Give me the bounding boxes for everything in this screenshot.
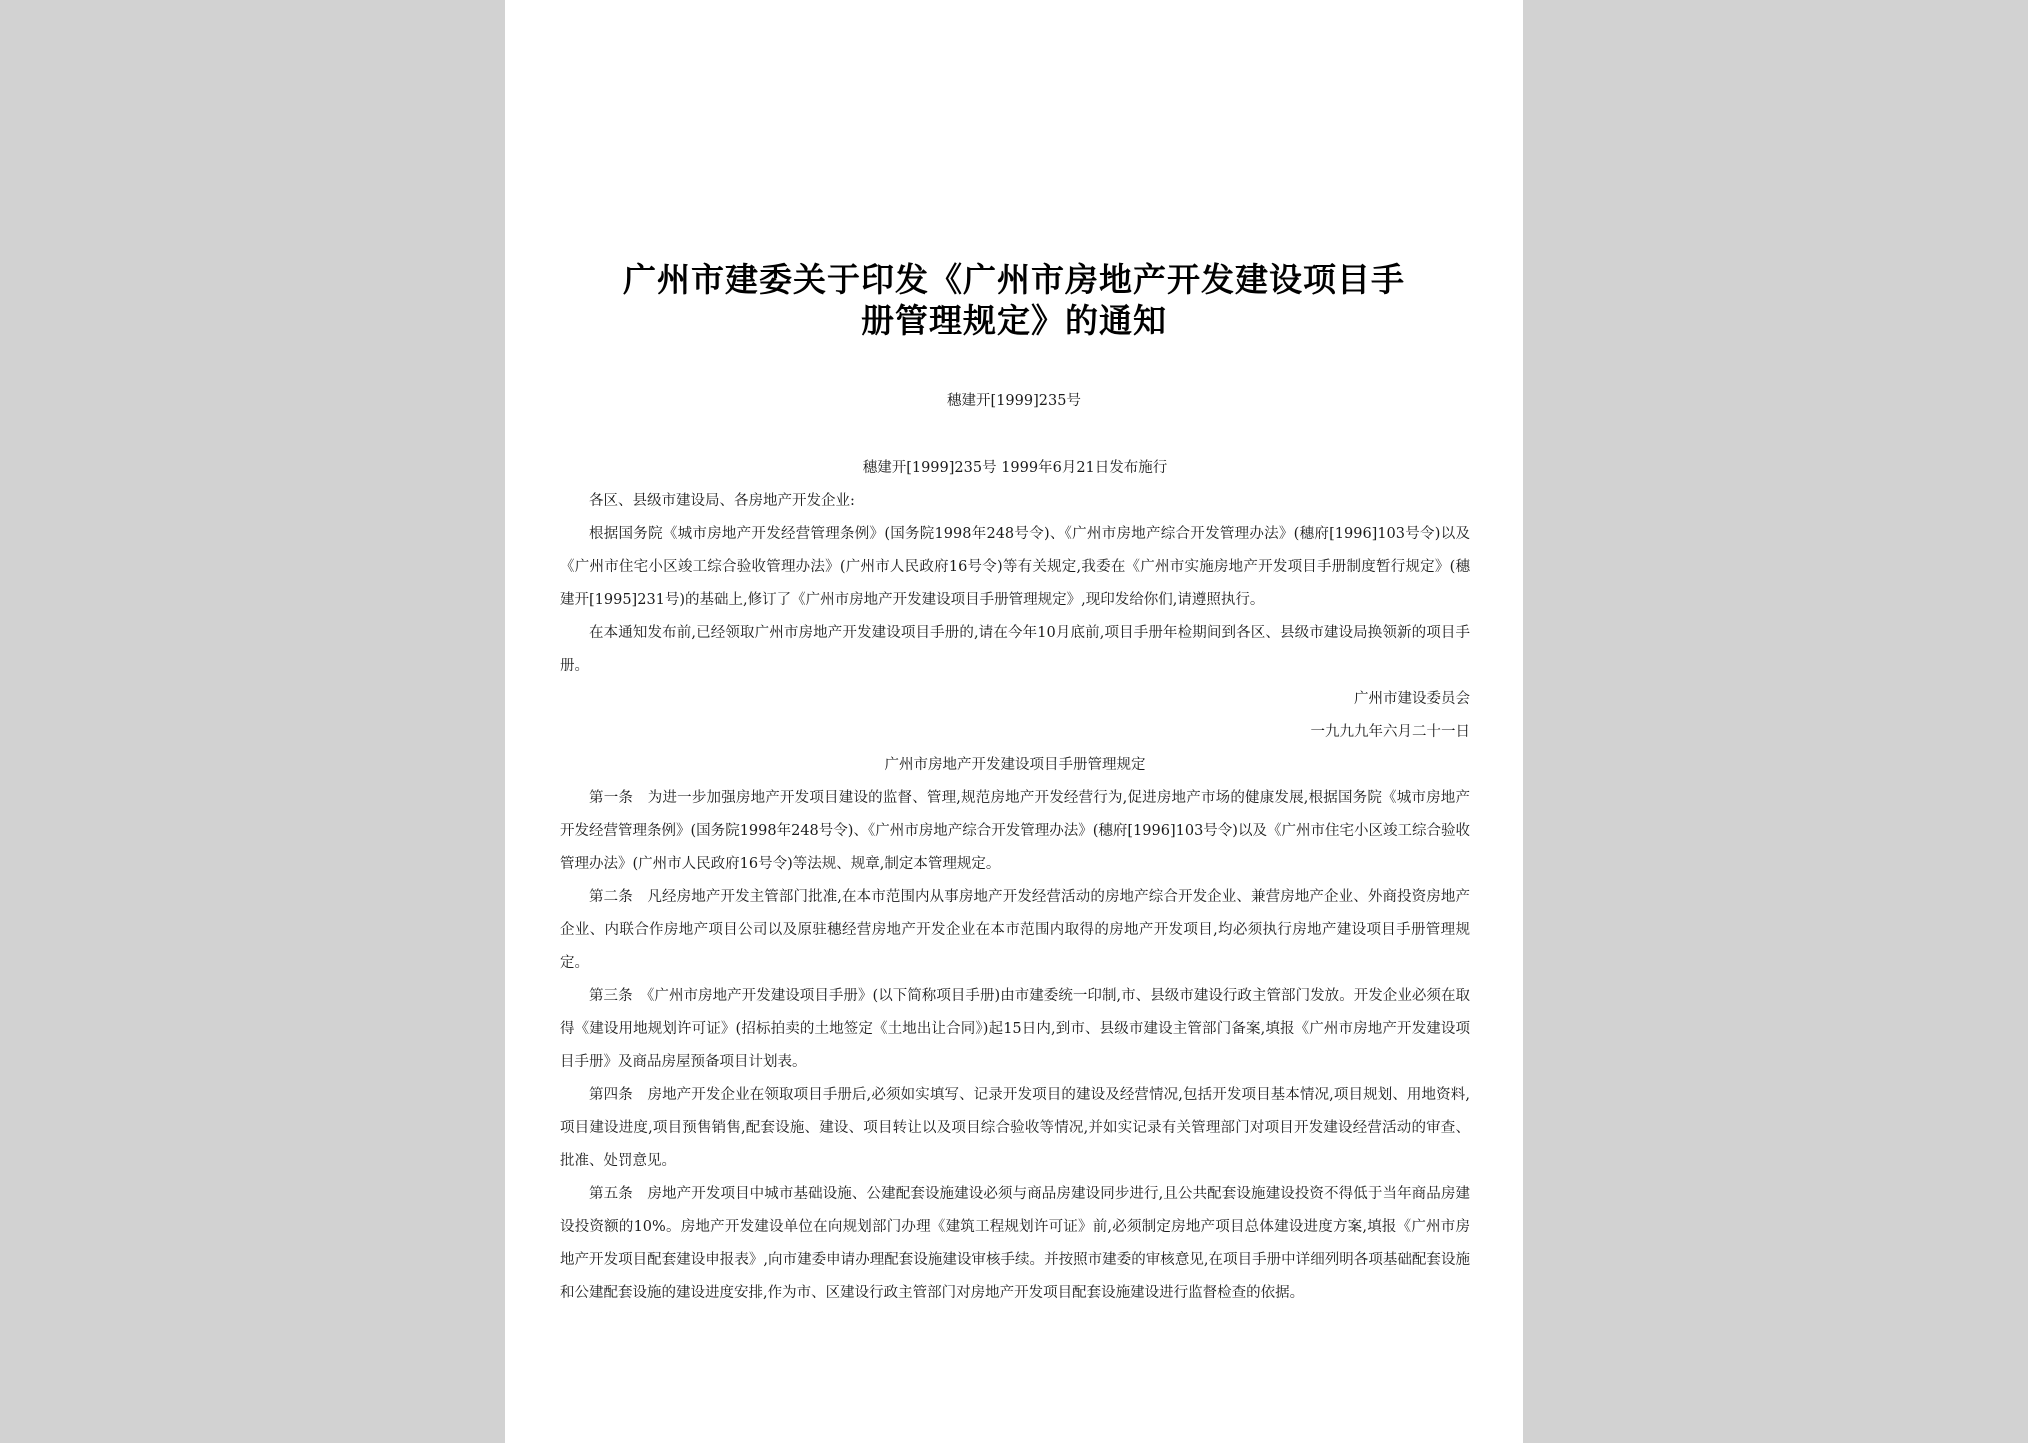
notice-paragraph: 根据国务院《城市房地产开发经营管理条例》(国务院1998年248号令)、《广州市房地产综合开发管理办法》(穗府[1996]103号令)以及《广州市住宅小区竣工综合验收管理办法》(广州市人民政府16号令)等有关规定,我委在《广州市实施房地产开发项目手册制度暂行规定》(穗建开[1995]231号)的基础上,修订了《广州市房地产开发建设项目手册管理规定》,现印发给你们,请遵照执行。 — [560, 526, 1470, 608]
article-1: 第一条 为进一步加强房地产开发项目建设的监督、管理,规范房地产开发经营行为,促进房地产市场的健康发展,根据国务院《城市房地产开发经营管理条例》(国务院1998年248号令)、《广州市房地产综合开发管理办法》(穗府[1996]103号令)以及《广州市住宅小区竣工综合验收管理办法》(广州市人民政府16号令)等法规、规章,制定本管理规定。 — [560, 790, 1470, 872]
article-3: 第三条 《广州市房地产开发建设项目手册》(以下简称项目手册)由市建委统一印制,市、县级市建设行政主管部门发放。开发企业必须在取得《建设用地规划许可证》(招标拍卖的土地签定《土地出让合同》)起15日内,到市、县级市建设主管部门备案,填报《广州市房地产开发建设项目手册》及商品房屋预备项目计划表。 — [560, 988, 1470, 1070]
article-4: 第四条 房地产开发企业在领取项目手册后,必须如实填写、记录开发项目的建设及经营情况,包括开发项目基本情况,项目规划、用地资料,项目建设进度,项目预售销售,配套设施、建设、项目转让以及项目综合验收等情况,并如实记录有关管理部门对项目开发建设经营活动的审查、批准、处罚意见。 — [560, 1087, 1470, 1169]
document-title — [545, 259, 1483, 341]
title-line-2: 册管理规定》的通知 — [861, 301, 1167, 340]
article-5: 第五条 房地产开发项目中城市基础设施、公建配套设施建设必须与商品房建设同步进行,且公共配套设施建设投资不得低于当年商品房建设投资额的10%。房地产开发建设单位在向规划部门办理《建筑工程规划许可证》前,必须制定房地产项目总体建设进度方案,填报《广州市房地产开发项目配套建设申报表》,向市建委申请办理配套设施建设审核手续。并按照市建委的审核意见,在项目手册中详细列明各项基础配套设施和公建配套设施的建设进度安排,作为市、区建设行政主管部门对房地产开发项目配套设施建设进行监督检查的依据。 — [560, 1186, 1470, 1301]
notice-paragraph: 在本通知发布前,已经领取广州市房地产开发建设项目手册的,请在今年10月底前,项目手册年检期间到各区、县级市建设局换领新的项目手册。 — [560, 625, 1470, 674]
document-page — [505, 0, 1523, 1443]
document-body — [560, 452, 1470, 1310]
article-2: 第二条 凡经房地产开发主管部门批准,在本市范围内从事房地产开发经营活动的房地产综合开发企业、兼营房地产企业、外商投资房地产企业、内联合作房地产项目公司以及原驻穗经营房地产开发企业在本市范围内取得的房地产开发项目,均必须执行房地产建设项目手册管理规定。 — [560, 889, 1470, 971]
issue-line: 穗建开[1999]235号 1999年6月21日发布施行 — [862, 460, 1168, 476]
issue-date: 一九九九年六月二十一日 — [1310, 724, 1470, 740]
document-number: 穗建开[1999]235号 — [947, 393, 1081, 409]
title-line-1: 广州市建委关于印发《广州市房地产开发建设项目手 — [623, 260, 1405, 299]
issuer: 广州市建设委员会 — [1354, 691, 1470, 707]
salutation: 各区、县级市建设局、各房地产开发企业: — [589, 493, 855, 509]
regulation-title: 广州市房地产开发建设项目手册管理规定 — [884, 757, 1146, 773]
